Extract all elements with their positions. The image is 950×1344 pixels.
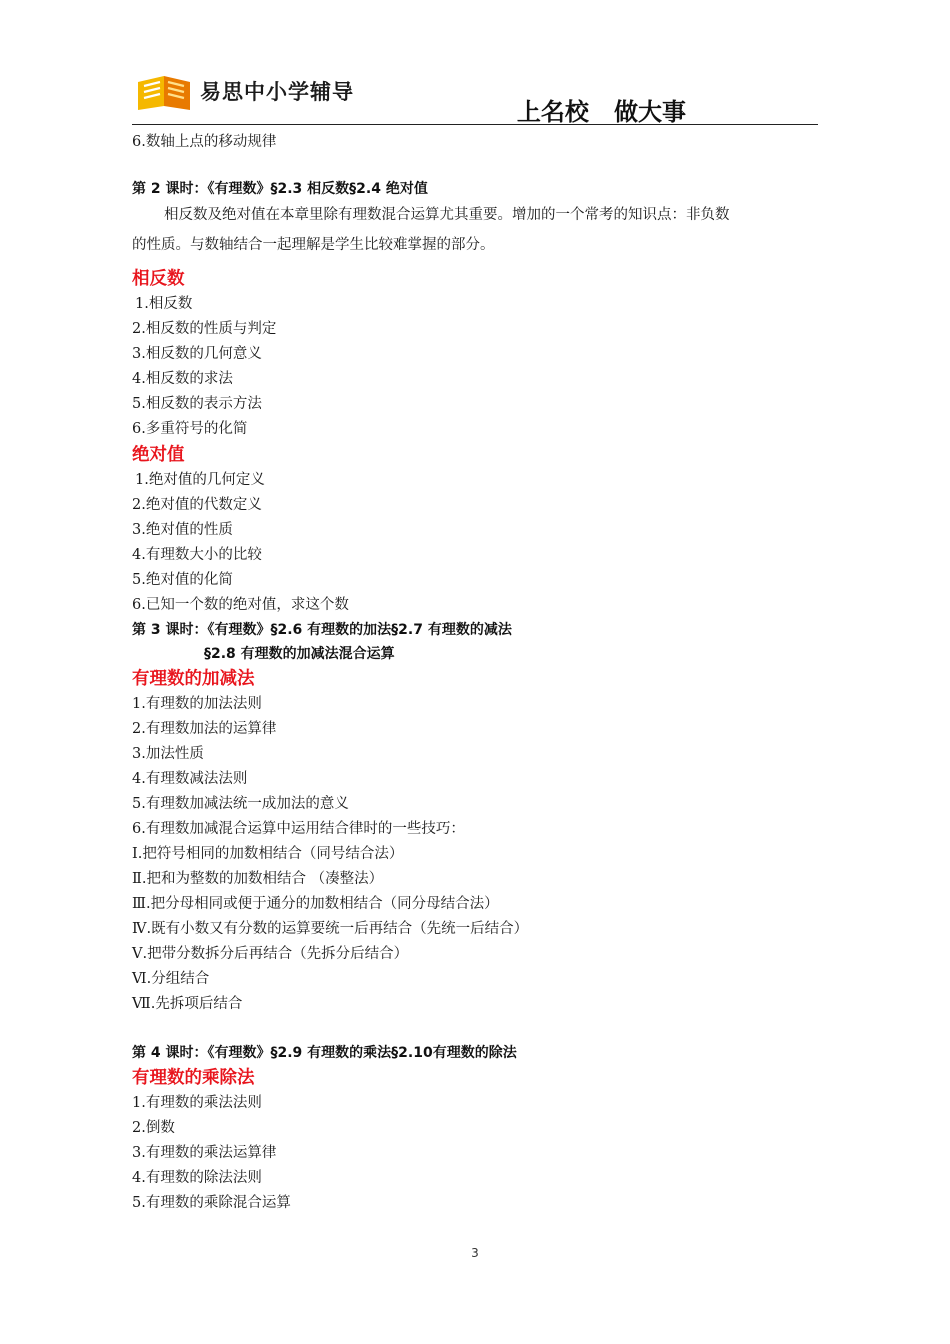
list-item: 3.绝对值的性质 (132, 522, 233, 538)
list-item: 6.多重符号的化简 (132, 421, 248, 437)
addsub-list (132, 692, 822, 1017)
list-item: 4.有理数的除法法则 (132, 1170, 262, 1186)
section-heading-addsub: 有理数的加减法 (132, 669, 255, 689)
logo-text: 易思中小学辅导 (200, 80, 354, 104)
tip-item: Ⅶ.先拆项后结合 (132, 996, 243, 1012)
list-item: 5.绝对值的化简 (132, 572, 233, 588)
list-item: 2.有理数加法的运算律 (132, 721, 277, 737)
section-heading-opposite: 相反数 (132, 269, 185, 289)
absolute-list (132, 468, 822, 618)
list-item: 1.有理数的乘法法则 (132, 1095, 262, 1111)
list-item: 3.有理数的乘法运算律 (132, 1145, 277, 1161)
list-item: 5.有理数的乘除混合运算 (132, 1195, 291, 1211)
list-item: 5.有理数加减法统一成加法的意义 (132, 796, 349, 812)
list-item: 6.已知一个数的绝对值，求这个数 (132, 597, 349, 613)
opposite-list (132, 292, 822, 442)
list-item: 3.相反数的几何意义 (132, 346, 262, 362)
lesson-3-title-line-2: §2.8 有理数的加减法混合运算 (204, 646, 395, 662)
tip-item: Ⅰ.把符号相同的加数相结合（同号结合法） (132, 846, 404, 862)
list-item: 2.倒数 (132, 1120, 175, 1136)
book-logo-icon (136, 72, 192, 112)
list-item: 4.有理数减法法则 (132, 771, 248, 787)
muldiv-list (132, 1091, 822, 1216)
list-item: 1.有理数的加法法则 (132, 696, 262, 712)
document-body (132, 130, 822, 1216)
tip-item: Ⅳ.既有小数又有分数的运算要统一后再结合（先统一后结合） (132, 921, 529, 937)
lesson-2-paragraph (132, 195, 822, 235)
slogan: 上名校 做大事 (516, 98, 686, 126)
section-heading-absolute: 绝对值 (132, 445, 185, 465)
list-item: 4.有理数大小的比较 (132, 547, 262, 563)
lesson-2-title: 第 2 课时：《有理数》§2.3 相反数§2.4 绝对值 (132, 181, 428, 197)
list-item: 1.绝对值的几何定义 (135, 472, 265, 488)
tip-item: Ⅵ.分组结合 (132, 971, 210, 987)
section-heading-muldiv: 有理数的乘除法 (132, 1068, 255, 1088)
intro-item: 6.数轴上点的移动规律 (132, 134, 277, 150)
list-item: 4.相反数的求法 (132, 371, 233, 387)
list-item: 1.相反数 (135, 296, 193, 312)
paragraph-line-2: 的性质。与数轴结合一起理解是学生比较难掌握的部分。 (132, 237, 495, 253)
page-header (132, 66, 818, 125)
tip-item: Ⅴ.把带分数拆分后再结合（先拆分后结合） (132, 946, 409, 962)
tip-item: Ⅲ.把分母相同或便于通分的加数相结合（同分母结合法） (132, 896, 499, 912)
list-item: 6.有理数加减混合运算中运用结合律时的一些技巧： (132, 821, 465, 837)
list-item: 2.绝对值的代数定义 (132, 497, 262, 513)
list-item: 2.相反数的性质与判定 (132, 321, 277, 337)
lesson-4-title: 第 4 课时：《有理数》§2.9 有理数的乘法§2.10有理数的除法 (132, 1045, 517, 1061)
list-item: 3.加法性质 (132, 746, 204, 762)
list-item: 5.相反数的表示方法 (132, 396, 262, 412)
lesson-3-title: 第 3 课时：《有理数》§2.6 有理数的加法§2.7 有理数的减法 (132, 622, 512, 638)
tip-item: Ⅱ.把和为整数的加数相结合 （凑整法） (132, 871, 384, 887)
paragraph-line-1: 相反数及绝对值在本章里除有理数混合运算尤其重要。增加的一个常考的知识点：非负数 (164, 207, 730, 223)
page-number: 3 (471, 1246, 479, 1260)
